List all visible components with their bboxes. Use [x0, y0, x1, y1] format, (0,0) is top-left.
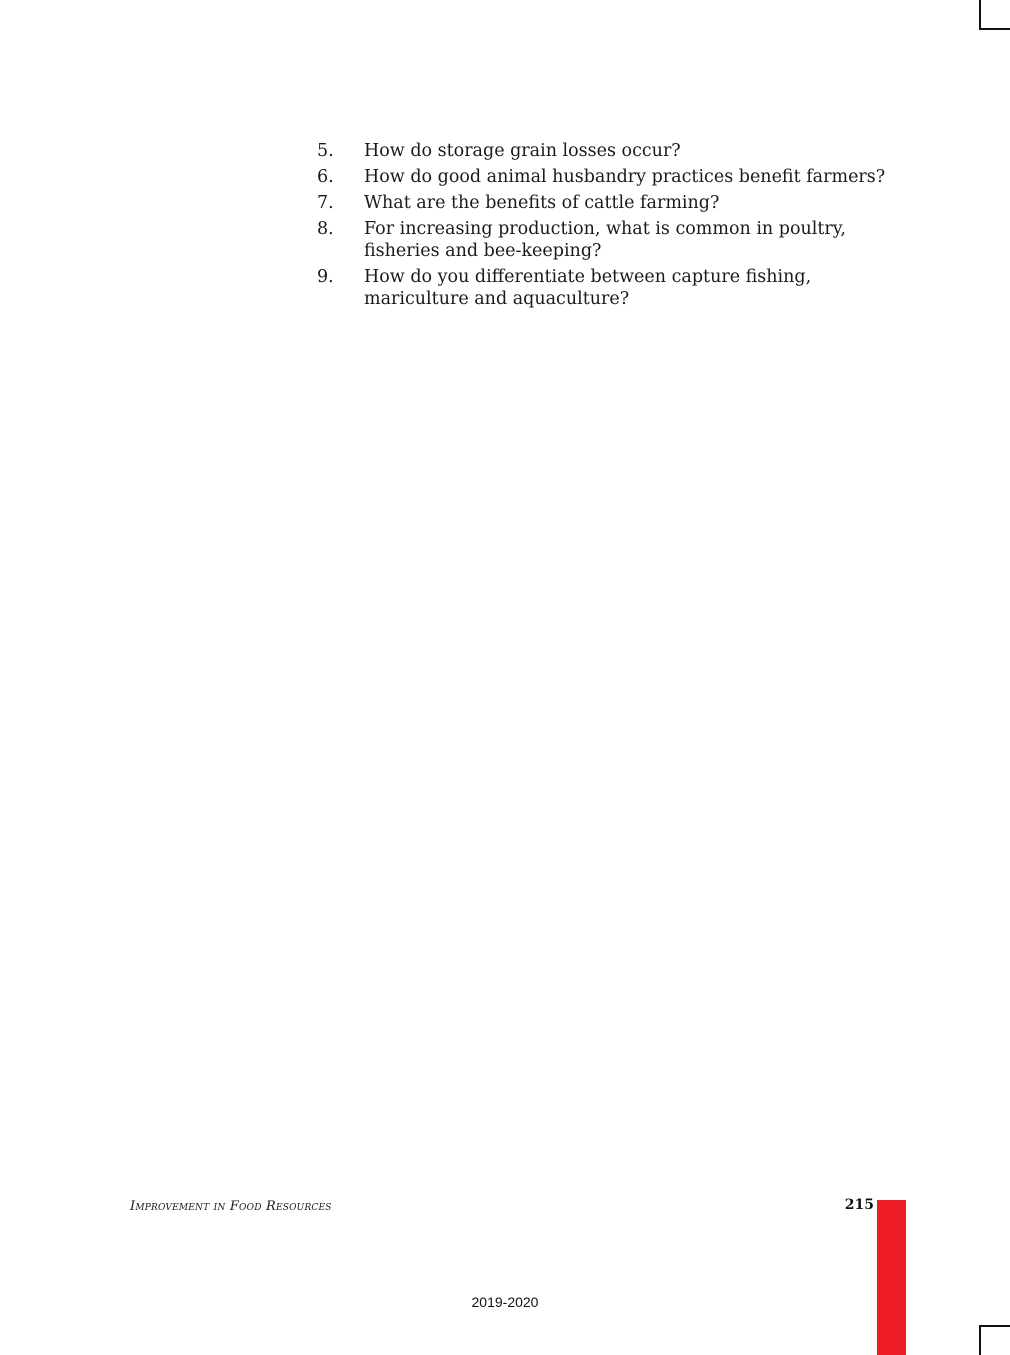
list-item: [317, 140, 917, 162]
question-list: [317, 140, 917, 314]
crop-mark-bottom-right: [979, 1325, 1010, 1355]
running-head: Improvement in Food Resources: [130, 1199, 332, 1214]
list-item: [317, 218, 917, 262]
page-number: 215: [844, 1197, 874, 1213]
list-item: [317, 192, 917, 214]
question-number: 8.: [317, 219, 334, 239]
question-text: How do good animal husbandry practices benefit farmers?: [364, 167, 886, 187]
question-number: 5.: [317, 141, 334, 161]
question-number: 6.: [317, 167, 334, 187]
question-text: For increasing production, what is common in poultry, fisheries and bee-keeping?: [364, 219, 846, 261]
question-text: How do storage grain losses occur?: [364, 141, 681, 161]
list-item: [317, 266, 917, 310]
page-edge-color-bar: [877, 1200, 906, 1355]
year-footer: 2019-2020: [471, 1294, 539, 1310]
question-number: 9.: [317, 267, 334, 287]
list-item: [317, 166, 917, 188]
crop-mark-top-right: [979, 0, 1010, 30]
question-text: What are the benefits of cattle farming?: [364, 193, 720, 213]
question-text: How do you differentiate between capture fishing, mariculture and aquaculture?: [364, 267, 812, 309]
question-number: 7.: [317, 193, 334, 213]
